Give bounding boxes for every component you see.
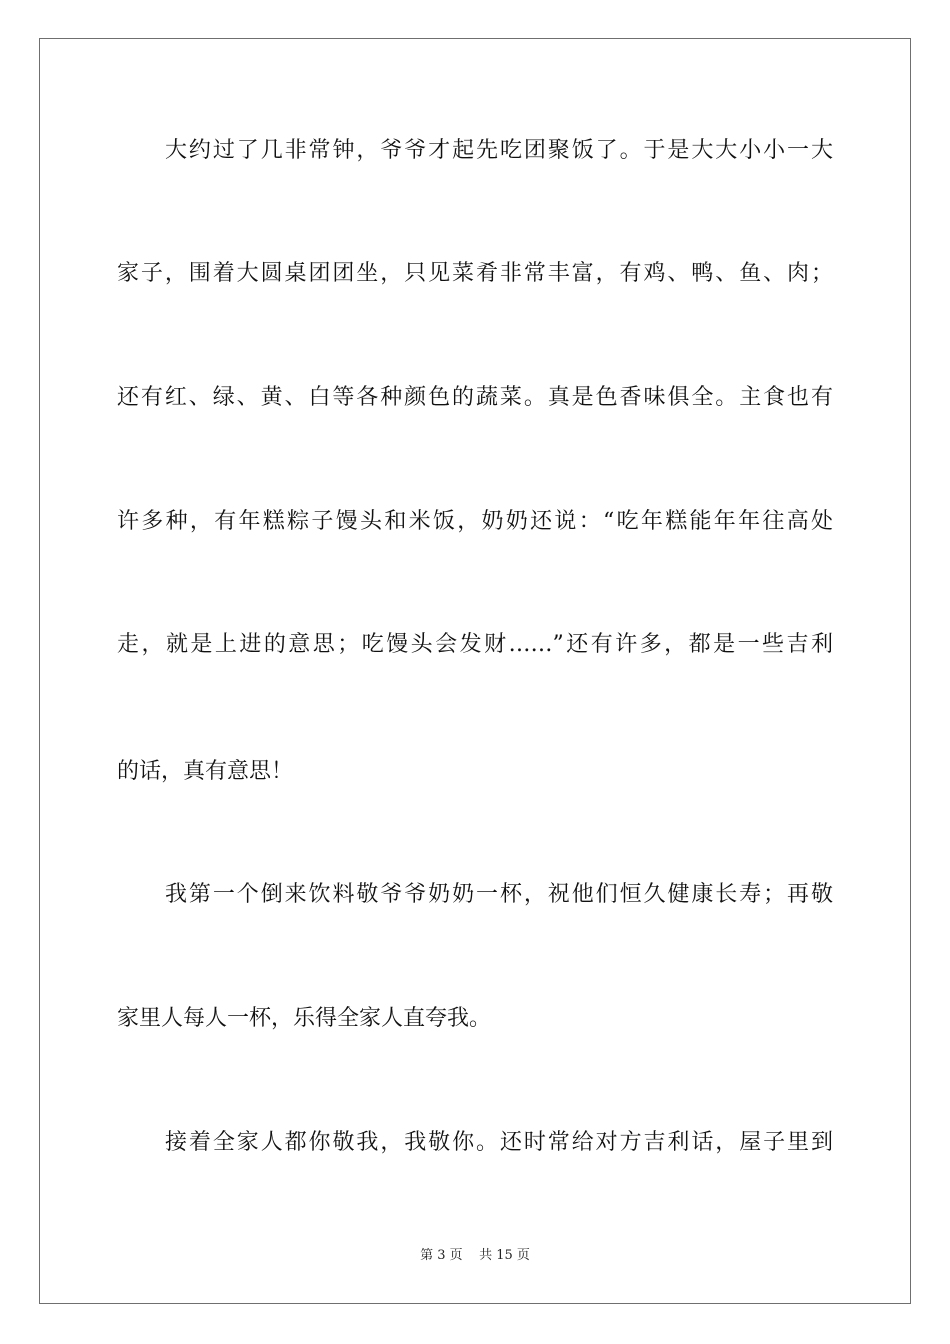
text-line-3: 还有红、绿、黄、白等各种颜色的蔬菜。真是色香味俱全。主食也有 [117, 385, 833, 410]
text-line-5: 走，就是上进的意思；吃馒头会发财……”还有许多，都是一些吉利 [117, 632, 833, 657]
text-line-7: 我第一个倒来饮料敬爷爷奶奶一杯，祝他们恒久健康长寿；再敬 [165, 882, 833, 907]
text-line-6: 的话，真有意思！ [117, 759, 294, 784]
page-border [39, 38, 911, 1304]
text-line-9: 接着全家人都你敬我，我敬你。还时常给对方吉利话，屋子里到 [165, 1130, 833, 1155]
page-number-footer: 第 3 页 共 15 页 [420, 1248, 530, 1263]
text-line-1: 大约过了几非常钟，爷爷才起先吃团聚饭了。于是大大小小一大 [165, 138, 833, 163]
text-line-2: 家子，围着大圆桌团团坐，只见菜肴非常丰富，有鸡、鸭、鱼、肉； [117, 261, 833, 286]
text-line-4: 许多种，有年糕粽子馒头和米饭，奶奶还说：“吃年糕能年年往高处 [117, 509, 833, 534]
text-line-8: 家里人每人一杯，乐得全家人直夸我。 [117, 1006, 492, 1031]
